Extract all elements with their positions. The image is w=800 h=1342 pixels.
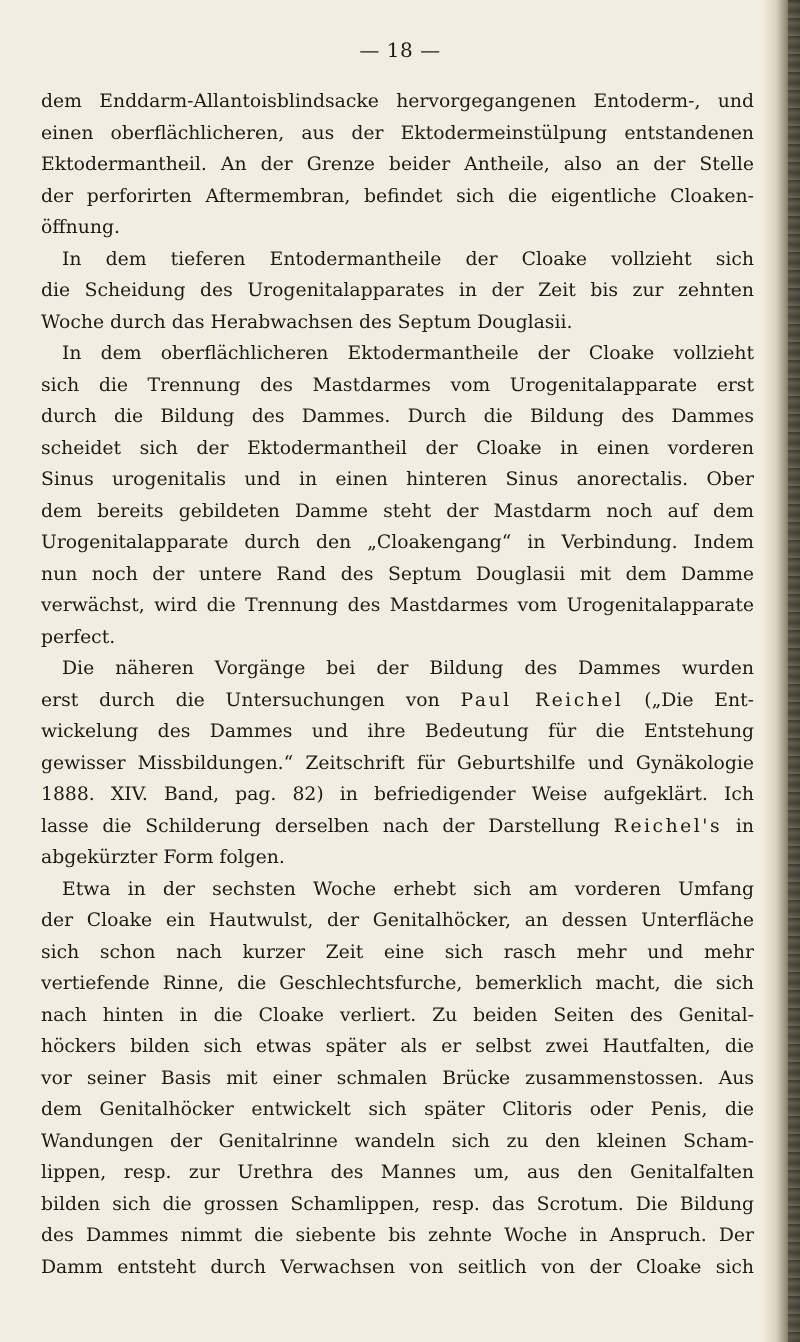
text-line: dem Enddarm-Allantoisblindsacke hervorgegangenen Entoderm-, und: [41, 91, 754, 112]
text-line: dem bereits gebildeten Damme steht der Mastdarm noch auf dem: [41, 500, 754, 522]
text-line: perfect.: [41, 626, 116, 648]
text-line: der Cloake ein Hautwulst, der Genitalhöcker, an dessen Unterfläche: [41, 910, 754, 931]
text-segment: in: [735, 815, 754, 837]
text-line: durch die Bildung des Dammes. Durch die Bildung des Dammes: [41, 406, 754, 427]
text-line: Sinus urogenitalis und in einen hinteren Sinus anorectalis. Ober: [41, 469, 754, 490]
text-line: [41, 685, 754, 717]
paragraph-start-line: Etwa in der sechsten Woche erhebt sich am vorderen Umfang: [62, 878, 754, 900]
paragraph-start-line: In dem oberflächlicheren Ektodermantheile der Cloake vollzieht: [62, 343, 754, 364]
text-segment: erst durch die Untersuchungen von: [41, 689, 440, 711]
text-line: scheidet sich der Ektodermantheil der Cloake in einen vorderen: [41, 437, 754, 459]
text-line: nun noch der untere Rand des Septum Douglasii mit dem Damme: [41, 563, 754, 585]
text-line: sich die Trennung des Mastdarmes vom Urogenitalapparate erst: [41, 374, 754, 396]
text-line: vor seiner Basis mit einer schmalen Brücke zusammenstossen. Aus: [41, 1067, 754, 1089]
text-line: wickelung des Dammes und ihre Bedeutung für die Entstehung: [41, 721, 754, 742]
text-line: Urogenitalapparate durch den „Cloakengang“ in Verbindung. Indem: [41, 532, 754, 553]
text-line: höckers bilden sich etwas später als er selbst zwei Hautfalten, die: [41, 1036, 754, 1057]
text-line: des Dammes nimmt die siebente bis zehnte Woche in Anspruch. Der: [41, 1225, 754, 1246]
text-line: dem Genitalhöcker entwickelt sich später Clitoris oder Penis, die: [41, 1099, 754, 1120]
text-line: verwächst, wird die Trennung des Mastdarmes vom Urogenitalapparate: [41, 595, 754, 616]
page-number: — 18 —: [359, 38, 441, 62]
text-line: abgekürzter Form folgen.: [41, 847, 285, 868]
text-line: vertiefende Rinne, die Geschlechtsfurche, bemerklich macht, die sich: [41, 973, 754, 994]
text-line: 1888. XIV. Band, pag. 82) in befriedigender Weise aufgeklärt. Ich: [41, 784, 754, 805]
paragraph-start-line: In dem tieferen Entodermantheile der Cloake vollzieht sich: [62, 248, 754, 270]
author-name-spaced: Reichel's: [613, 815, 723, 837]
text-line: der perforirten Aftermembran, befindet sich die eigentliche Cloaken-: [41, 185, 754, 207]
text-line: lippen, resp. zur Urethra des Mannes um, aus den Genitalfalten: [41, 1162, 754, 1183]
book-binding-shadow: [788, 0, 800, 1342]
text-segment: lasse die Schilderung derselben nach der Darstellung: [41, 815, 601, 837]
text-line: Wandungen der Genitalrinne wandeln sich zu den kleinen Scham-: [41, 1130, 754, 1152]
author-name-spaced: Paul Reichel: [460, 689, 624, 711]
text-line: [41, 811, 754, 843]
text-line: Damm entsteht durch Verwachsen von seitlich von der Cloake sich: [41, 1256, 754, 1278]
text-line: bilden sich die grossen Schamlippen, resp. das Scrotum. Die Bildung: [41, 1193, 754, 1215]
body-text: [41, 86, 754, 1283]
text-line: Woche durch das Herabwachsen des Septum Douglasii.: [41, 311, 573, 333]
text-line: die Scheidung des Urogenitalapparates in der Zeit bis zur zehnten: [41, 280, 754, 301]
text-line: sich schon nach kurzer Zeit eine sich rasch mehr und mehr: [41, 941, 754, 963]
text-line: nach hinten in die Cloake verliert. Zu beiden Seiten des Genital-: [41, 1004, 754, 1026]
paragraph-start-line: Die näheren Vorgänge bei der Bildung des Dammes wurden: [62, 658, 754, 679]
text-line: Ektodermantheil. An der Grenze beider Antheile, also an der Stelle: [41, 154, 754, 175]
text-line: öffnung.: [41, 217, 120, 238]
text-segment: („Die Ent-: [644, 689, 754, 711]
text-line: einen oberflächlicheren, aus der Ektodermeinstülpung entstandenen: [41, 122, 754, 144]
text-line: gewisser Missbildungen.“ Zeitschrift für Geburtshilfe und Gynäkologie: [41, 752, 754, 774]
